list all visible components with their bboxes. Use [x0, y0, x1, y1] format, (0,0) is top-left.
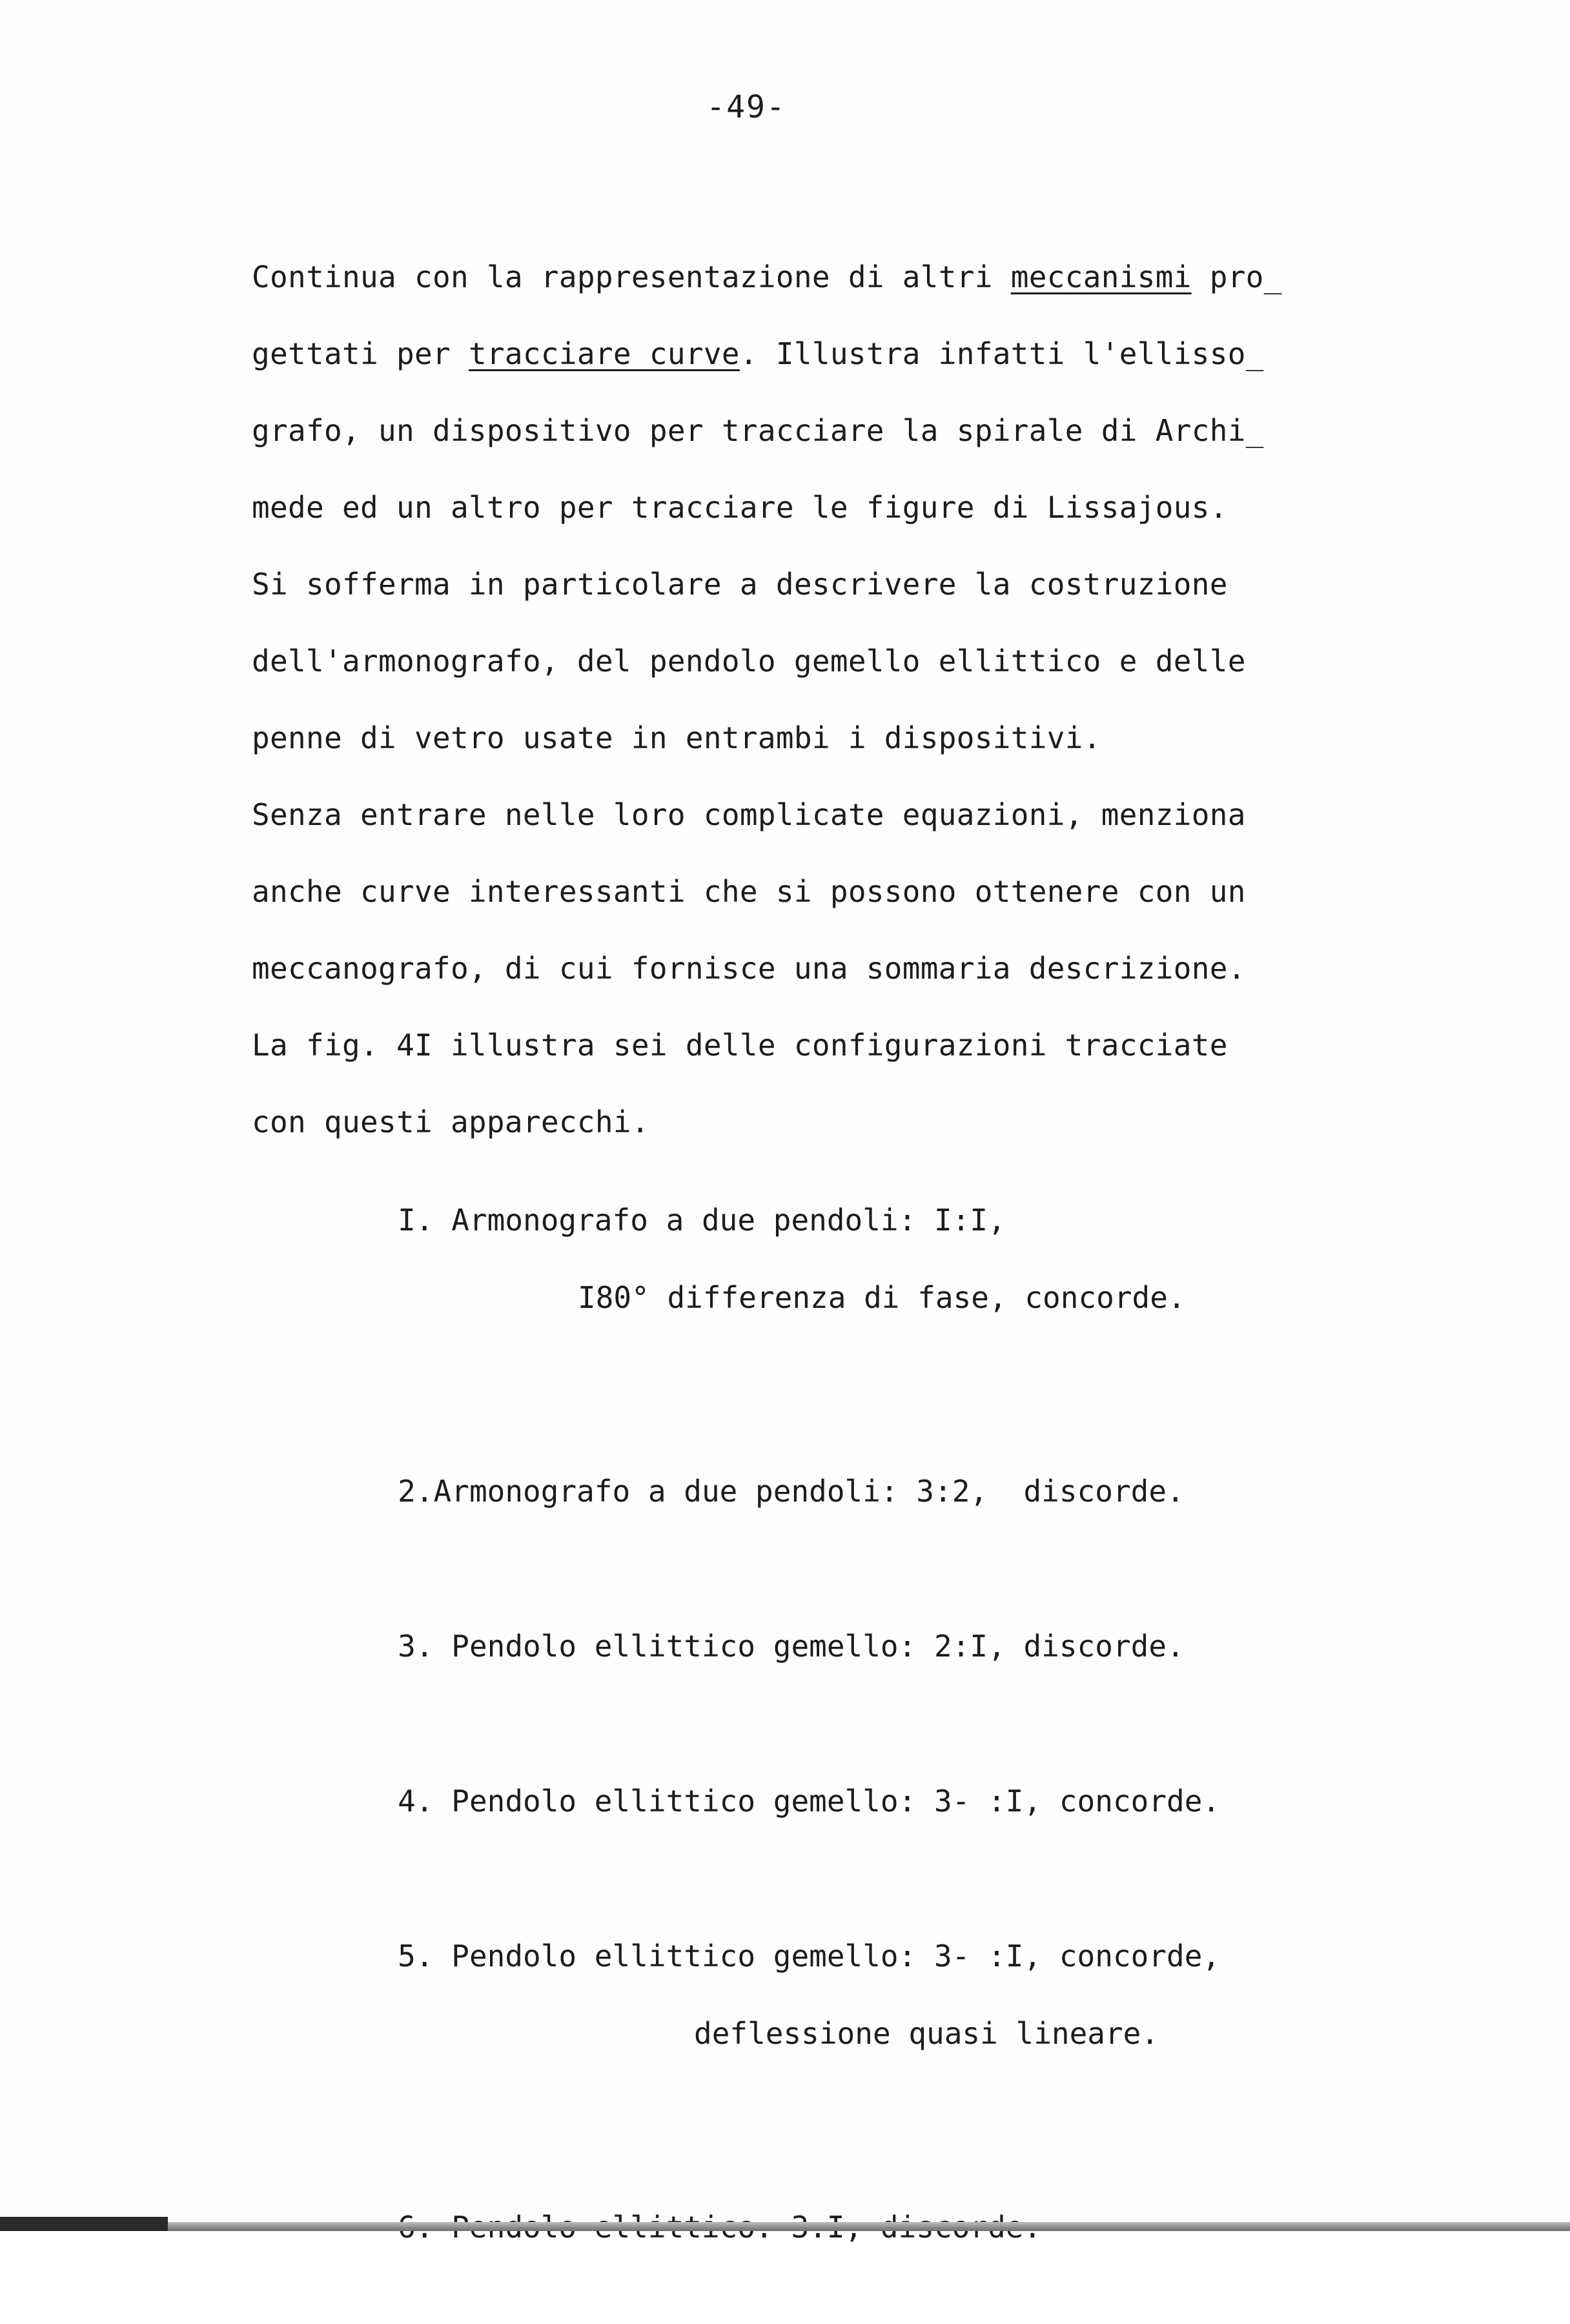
body-paragraph: [252, 239, 1478, 1161]
text-run: . Illustra infatti l'ellisso_: [739, 336, 1264, 371]
paragraph-line: [252, 1007, 1478, 1084]
underlined-text: tracciare curve: [468, 336, 740, 371]
paragraph-line: [252, 777, 1478, 853]
list-item: [291, 1433, 1453, 1549]
text-run: La fig. 4I illustra sei delle configurazioni tracciate: [252, 1028, 1228, 1063]
text-run: grafo, un dispositivo per tracciare la spirale di Archi_: [252, 413, 1264, 448]
underlined-text: meccanismi: [1010, 260, 1192, 294]
paragraph-line: [252, 316, 1478, 392]
scan-edge-corner: [0, 2217, 168, 2231]
list-item: [291, 1898, 1453, 2130]
list-item-text: 5. Pendolo ellittico gemello: 3- :I, concorde,: [398, 1939, 1221, 1973]
paragraph-line: [252, 469, 1478, 546]
paragraph-line: [252, 930, 1478, 1007]
text-run: con questi apparecchi.: [252, 1105, 649, 1139]
text-run: gettati per: [252, 336, 469, 371]
text-run: meccanografo, di cui fornisce una sommaria descrizione.: [252, 951, 1246, 986]
list-item: [291, 1588, 1453, 1704]
paragraph-line: [252, 392, 1478, 469]
paragraph-line: [252, 853, 1478, 930]
text-run: Si sofferma in particolare a descrivere la costruzione: [252, 567, 1228, 602]
text-run: Senza entrare nelle loro complicate equazioni, menziona: [252, 797, 1246, 832]
text-run: anche curve interessanti che si possono ottenere con un: [252, 874, 1246, 909]
scan-edge-shadow: [0, 2222, 1570, 2231]
list-item-continuation: I80° differenza di fase, concorde.: [578, 1280, 1186, 1315]
list-item-text: I. Armonografo a due pendoli: I:I,: [398, 1203, 1006, 1238]
text-run: mede ed un altro per tracciare le figure di Lissajous.: [252, 490, 1228, 525]
page-number: -49-: [706, 89, 786, 125]
list-item: [291, 1162, 1453, 1394]
paragraph-line: [252, 700, 1478, 777]
text-run: pro_: [1191, 260, 1282, 294]
paragraph-line: [252, 623, 1478, 700]
list-item: [291, 1743, 1453, 1859]
text-run: Continua con la rappresentazione di altri: [252, 260, 1011, 294]
paragraph-line: [252, 546, 1478, 623]
text-run: dell'armonografo, del pendolo gemello ellittico e delle: [252, 644, 1246, 678]
paragraph-line: [252, 1084, 1478, 1161]
list-item-text: 2.Armonografo a due pendoli: 3:2, discorde.: [398, 1474, 1185, 1509]
text-run: penne di vetro usate in entrambi i dispositivi.: [252, 720, 1101, 755]
list-item-text: 3. Pendolo ellittico gemello: 2:I, discorde.: [398, 1629, 1185, 1664]
list-item-continuation: deflessione quasi lineare.: [694, 2016, 1159, 2051]
figure-configuration-list: [291, 1162, 1453, 2324]
list-item-text: 4. Pendolo ellittico gemello: 3- :I, concorde.: [398, 1784, 1221, 1819]
paragraph-line: [252, 239, 1478, 316]
